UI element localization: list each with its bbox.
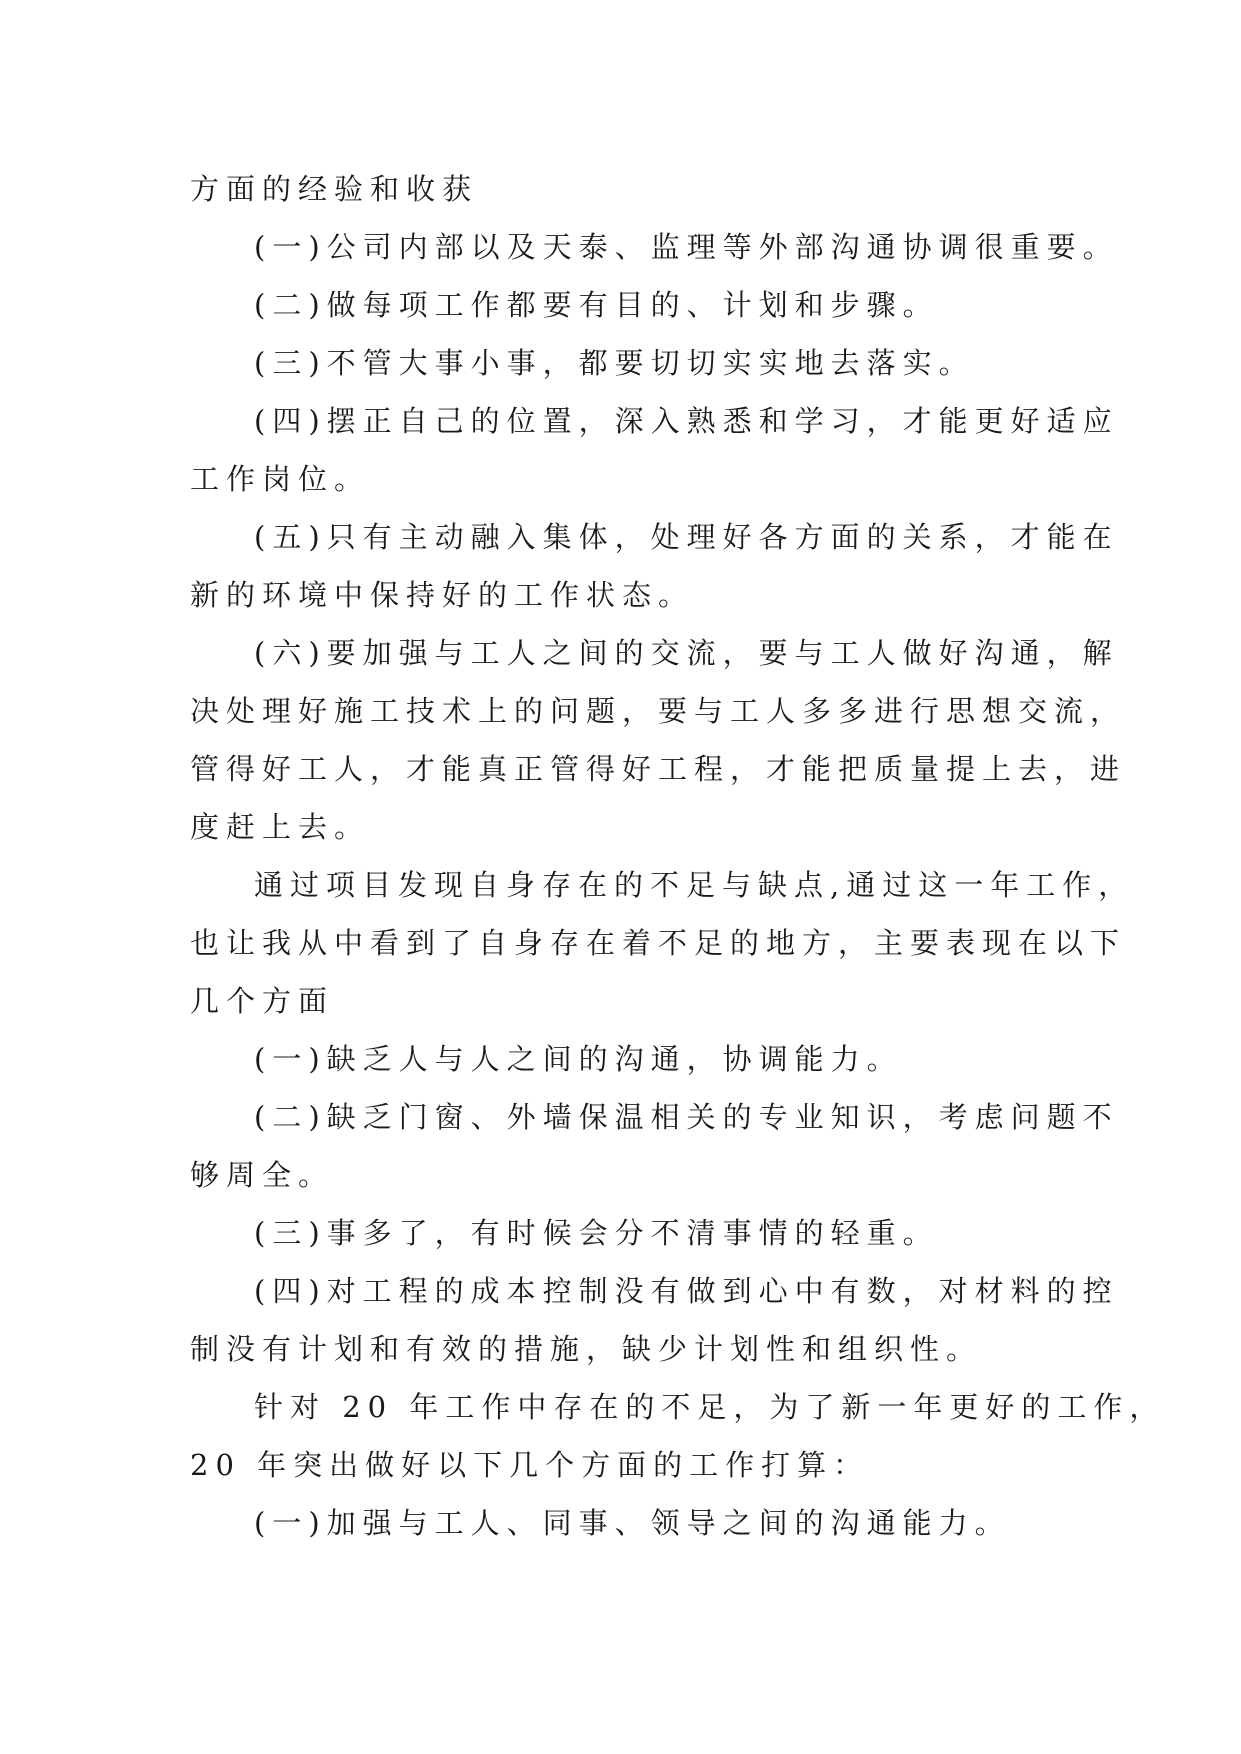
text-line: 制没有计划和有效的措施，缺少计划性和组织性。 xyxy=(190,1332,983,1366)
text-line: (四)对工程的成本控制没有做到心中有数，对材料的控 xyxy=(254,1274,1119,1308)
text-line: (六)要加强与工人之间的交流，要与工人做好沟通，解 xyxy=(254,636,1119,670)
text-line: (三)事多了，有时候会分不清事情的轻重。 xyxy=(254,1216,939,1250)
text-line: (二)做每项工作都要有目的、计划和步骤。 xyxy=(254,288,939,322)
text-line: 针对 20 年工作中存在的不足，为了新一年更好的工作， xyxy=(254,1390,1166,1424)
text-line: 20 年突出做好以下几个方面的工作打算： xyxy=(190,1448,870,1482)
text-line: 也让我从中看到了自身存在着不足的地方，主要表现在以下 xyxy=(190,926,1127,960)
text-line: 新的环境中保持好的工作状态。 xyxy=(190,578,695,612)
text-line: (三)不管大事小事，都要切切实实地去落实。 xyxy=(254,346,975,380)
text-line: 够周全。 xyxy=(190,1158,335,1192)
text-line: 几个方面 xyxy=(190,984,335,1018)
text-line: (一)加强与工人、同事、领导之间的沟通能力。 xyxy=(254,1506,1011,1540)
text-line: 度赶上去。 xyxy=(190,810,371,844)
text-line: (五)只有主动融入集体，处理好各方面的关系，才能在 xyxy=(254,520,1119,554)
text-line: (一)公司内部以及天泰、监理等外部沟通协调很重要。 xyxy=(254,230,1119,264)
text-line: 管得好工人，才能真正管得好工程，才能把质量提上去，进 xyxy=(190,752,1127,786)
text-line: (四)摆正自己的位置，深入熟悉和学习，才能更好适应 xyxy=(254,404,1119,438)
text-line: 工作岗位。 xyxy=(190,462,371,496)
text-line: 方面的经验和收获 xyxy=(190,172,479,206)
text-line: 通过项目发现自身存在的不足与缺点,通过这一年工作， xyxy=(254,868,1135,902)
text-line: (二)缺乏门窗、外墙保温相关的专业知识，考虑问题不 xyxy=(254,1100,1119,1134)
text-line: (一)缺乏人与人之间的沟通，协调能力。 xyxy=(254,1042,903,1076)
document-body xyxy=(190,160,1166,1552)
text-line: 决处理好施工技术上的问题，要与工人多多进行思想交流， xyxy=(190,694,1127,728)
